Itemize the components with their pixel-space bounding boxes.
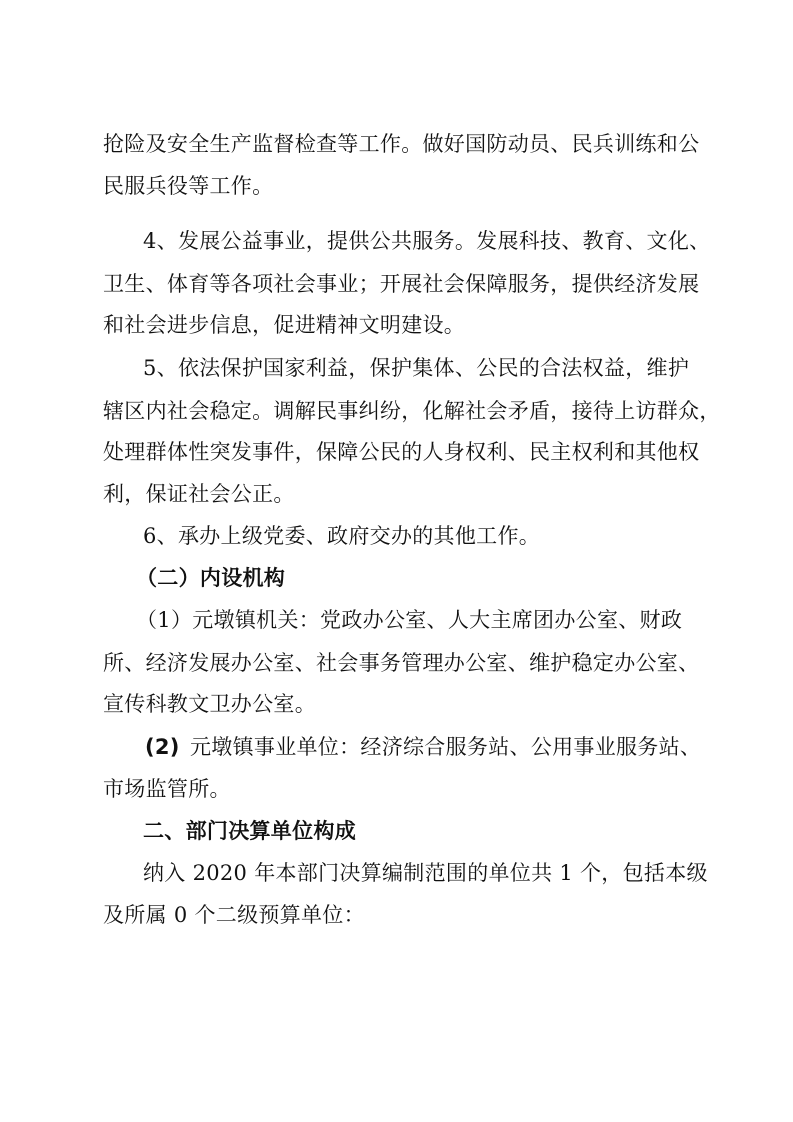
body-text-line: 和社会进步信息，促进精神文明建设。 [103, 313, 466, 337]
body-text-line: （1）元墩镇机关：党政办公室、人大主席团办公室、财政 [136, 608, 683, 632]
body-text-line: 卫生、体育等各项社会事业；开展社会保障服务，提供经济发展 [103, 272, 700, 296]
body-text-line: 抢险及安全生产监督检查等工作。做好国防动员、民兵训练和公 [103, 132, 700, 156]
body-text-line: 所、经济发展办公室、社会事务管理办公室、维护稳定办公室、 [103, 651, 700, 675]
body-text-line: 纳入 2020 年本部门决算编制范围的单位共 1 个，包括本级 [143, 861, 708, 885]
body-text-line: 市场监管所。 [103, 777, 231, 801]
body-text-line: 元墩镇事业单位：经济综合服务站、公用事业服务站、 [190, 735, 702, 759]
body-text-line: 处理群体性突发事件，保障公民的人身权利、民主权利和其他权 [103, 440, 700, 464]
body-text-line: 6、承办上级党委、政府交办的其他工作。 [143, 524, 541, 548]
list-number-label: (2) [145, 735, 180, 759]
body-text-line: 4、发展公益事业，提供公共服务。发展科技、教育、文化、 [143, 229, 711, 253]
section-heading: （二）内设机构 [136, 566, 286, 590]
body-text-line: 及所属 0 个二级预算单位： [103, 903, 365, 927]
body-text-line: 辖区内社会稳定。调解民事纠纷，化解社会矛盾，接待上访群众， [103, 399, 721, 423]
body-text-line: 利，保证社会公正。 [103, 482, 295, 506]
body-text-line: 宣传科教文卫办公室。 [103, 692, 316, 716]
body-text-line: 5、依法保护国家利益，保护集体、公民的合法权益，维护 [143, 356, 690, 380]
body-text-line: 民服兵役等工作。 [103, 174, 274, 198]
section-heading: 二、部门决算单位构成 [143, 819, 356, 843]
